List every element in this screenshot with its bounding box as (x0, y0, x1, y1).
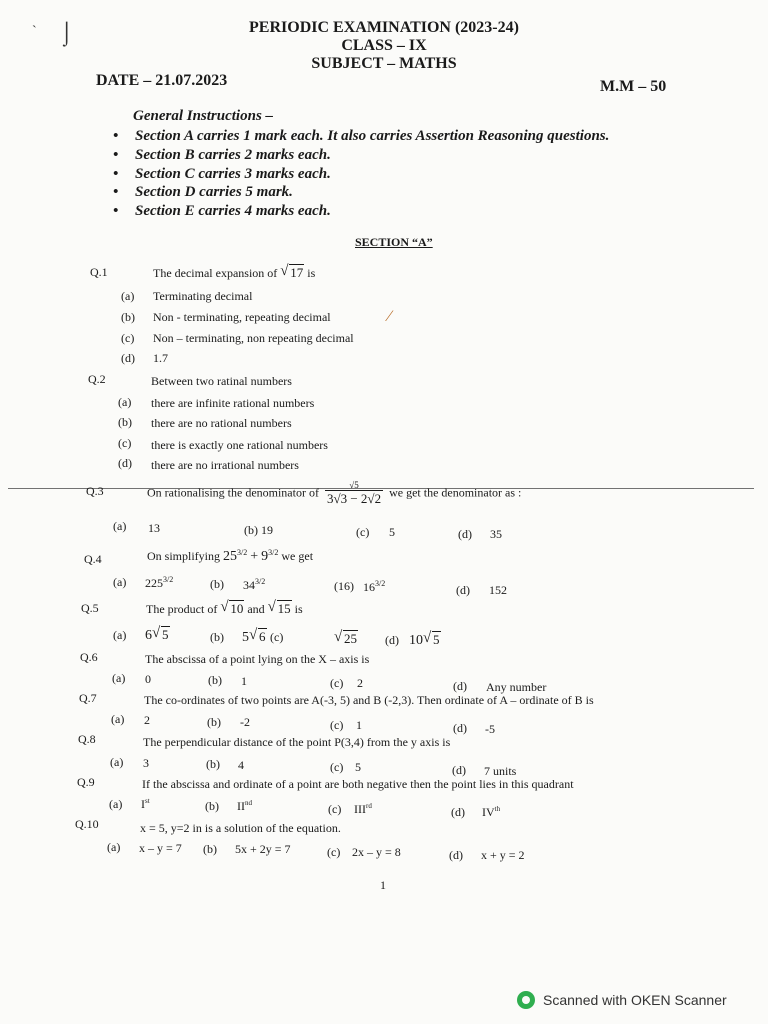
question-number: Q.8 (78, 732, 96, 746)
exam-date: DATE – 21.07.2023 (96, 72, 228, 89)
option-label: (d) (458, 527, 472, 541)
option-label: (a) (113, 575, 127, 589)
option-text: 5x + 2y = 7 (235, 842, 291, 856)
option-text: √ 25 (334, 631, 358, 648)
option-text: -5 (485, 722, 495, 736)
question-number: Q.7 (79, 691, 97, 705)
question-number: Q.3 (86, 484, 104, 498)
option-label: (d) (451, 805, 465, 819)
section-a-heading: SECTION “A” (355, 235, 433, 249)
option-label: (b) (118, 415, 132, 429)
option-text: x + y = 2 (481, 848, 525, 862)
option-text: 10√ 5 (409, 632, 441, 649)
option-label: (c) (330, 718, 344, 732)
tick-mark: ⁄ (388, 308, 391, 325)
question-text: The decimal expansion of √ 17 is (153, 265, 315, 281)
option-text: IVth (482, 805, 501, 819)
option-text: -2 (240, 715, 250, 729)
option-text: Terminating decimal (153, 289, 253, 303)
option-label: (b) (208, 673, 222, 687)
question-text: x = 5, y=2 in is a solution of the equation. (140, 821, 341, 835)
instruction-item: • Section B carries 2 marks each. (113, 147, 331, 163)
option-label: (c) (356, 525, 370, 539)
option-label: (c) (118, 436, 132, 450)
option-label: (d) (453, 679, 467, 693)
option-text: Non - terminating, repeating decimal (153, 310, 331, 324)
option-label: (c) (121, 331, 135, 345)
option-label: (a) (118, 395, 132, 409)
option-label: (a) (113, 628, 127, 642)
option-label: (b) (207, 715, 221, 729)
option-text: 0 (145, 672, 151, 686)
option-text: IIIrd (354, 802, 372, 816)
scan-mark: ⌡ (60, 20, 74, 45)
option-label: (b) (206, 757, 220, 771)
option-label: (d) (452, 763, 466, 777)
class-label: CLASS – IX (341, 37, 427, 54)
option-label: (d) (121, 351, 135, 365)
option-label: (c) (330, 760, 344, 774)
option-text: 1.7 (153, 351, 168, 365)
option-text: 5√ 6 (c) (242, 629, 283, 646)
option-text: there is exactly one rational numbers (151, 438, 328, 452)
option-label: (c) (330, 676, 344, 690)
option-text: 2 (144, 713, 150, 727)
option-label: (b) (203, 842, 217, 856)
instruction-item: • Section A carries 1 mark each. It also carries Assertion Reasoning questions. (113, 128, 610, 144)
option-text: 4 (238, 758, 244, 772)
question-text: On rationalising the denominator of $\frac{√5}{3√3 - 2√2}$ we get the denominator as : (147, 480, 522, 506)
question-number: Q.2 (88, 372, 106, 386)
option-text: there are no rational numbers (151, 416, 292, 430)
instructions-title: General Instructions – (133, 108, 274, 124)
page-number: 1 (380, 878, 386, 892)
option-label: (a) (112, 671, 126, 685)
question-text: The co-ordinates of two points are A(-3, 5) and B (-2,3). Then ordinate of A – ordinate of B is (144, 693, 594, 707)
question-text: If the abscissa and ordinate of a point are both negative then the point lies in this quadrant (142, 777, 574, 791)
scanner-watermark (517, 991, 727, 1009)
option-label: (a) (109, 797, 123, 811)
option-label: (d) (385, 633, 399, 647)
scan-mark: ˋ (32, 24, 37, 39)
option-text: 6√ 5 (145, 627, 170, 644)
option-text: x – y = 7 (139, 841, 182, 855)
option-text: there are no irrational numbers (151, 458, 299, 472)
option-text: 13 (148, 521, 160, 535)
option-text: Any number (486, 680, 547, 694)
question-number: Q.6 (80, 650, 98, 664)
option-text: 35 (490, 527, 502, 541)
option-label: (b) (210, 630, 224, 644)
option-label: (16) (334, 579, 354, 593)
option-text: 3 (143, 756, 149, 770)
question-text: The perpendicular distance of the point P(3,4) from the y axis is (143, 735, 451, 749)
option-label: (d) (449, 848, 463, 862)
option-label: (d) (453, 721, 467, 735)
option-text: $16^{3/2}$ (363, 579, 386, 594)
option-label: (b) (210, 577, 224, 591)
option-label: (b) (121, 310, 135, 324)
instruction-item: • Section D carries 5 mark. (113, 184, 293, 200)
option-text: 2 (357, 676, 363, 690)
option-text: there are infinite rational numbers (151, 396, 315, 410)
option-text: Ist (141, 797, 150, 811)
question-number: Q.5 (81, 601, 99, 615)
option-text: 152 (489, 583, 507, 597)
question-text: The product of √ 10 and √ 15 is (146, 601, 303, 617)
option-text: Non – terminating, non repeating decimal (153, 331, 354, 345)
option-text: $34^{3/2}$ (243, 577, 266, 592)
scanner-label: Scanned with OKEN Scanner (543, 992, 727, 1008)
option-label: (c) (327, 845, 341, 859)
exam-title: PERIODIC EXAMINATION (2023-24) (249, 19, 519, 36)
option-text: IInd (237, 799, 252, 813)
option-label: (d) (456, 583, 470, 597)
option-label: (b) 19 (244, 523, 273, 537)
option-text: 5 (355, 760, 361, 774)
option-text: 1 (356, 718, 362, 732)
question-number: Q.4 (84, 552, 102, 566)
option-label: (a) (121, 289, 135, 303)
option-label: (a) (107, 840, 121, 854)
question-text: The abscissa of a point lying on the X – axis is (145, 652, 370, 666)
scanner-logo-icon (517, 991, 535, 1009)
option-label: (d) (118, 456, 132, 470)
option-text: 1 (241, 674, 247, 688)
question-number: Q.10 (75, 817, 99, 831)
question-text: On simplifying $25^{3/2} + 9^{3/2}$ we get (147, 548, 314, 564)
question-number: Q.1 (90, 265, 108, 279)
option-text: $225^{3/2}$ (145, 575, 174, 590)
option-label: (b) (205, 799, 219, 813)
option-label: (a) (113, 519, 127, 533)
instruction-item: • Section E carries 4 marks each. (113, 203, 331, 219)
option-label: (c) (328, 802, 342, 816)
instruction-item: • Section C carries 3 marks each. (113, 166, 331, 182)
question-text: Between two ratinal numbers (151, 374, 292, 388)
subject-label: SUBJECT – MATHS (311, 55, 457, 72)
option-text: 2x – y = 8 (352, 845, 401, 859)
option-label: (a) (111, 712, 125, 726)
max-marks: M.M – 50 (600, 78, 667, 95)
question-number: Q.9 (77, 775, 95, 789)
option-label: (a) (110, 755, 124, 769)
option-text: 7 units (484, 764, 517, 778)
option-text: 5 (389, 525, 395, 539)
